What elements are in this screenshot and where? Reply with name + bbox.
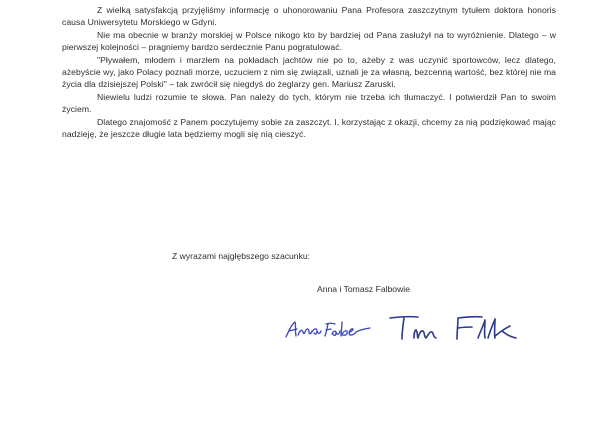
paragraph-gratitude: Dlatego znajomość z Panem poczytujemy sobie za zaszczyt. I, korzystając z okazji, chcemy za nią podziękować mając nadzieję, że jeszcze długie lata będziemy mogli się nią cieszyć. — [62, 117, 556, 139]
signers-name: Anna i Tomasz Falbowie — [317, 284, 410, 294]
signature-tomasz-drawing — [384, 310, 534, 344]
signature-anna-drawing — [282, 310, 374, 344]
paragraph-congratulation: Z wielką satysfakcją przyjęliśmy informację o uhonorowaniu Pana Profesora zaszczytnym tytułem doktora honoris causa Uniwersytetu Morskiego w Gdyni. — [62, 5, 556, 27]
paragraph-merit: Nie ma obecnie w branży morskiej w Polsce nikogo kto by bardziej od Pana zasłużył na to wyróżnienie. Dlatego – w pierwszej kolejności – pragniemy bardzo serdecznie Panu pogratulować. — [62, 30, 556, 52]
paragraph-understanding: Niewielu ludzi rozumie te słowa. Pan należy do tych, którym nie trzeba ich tłumaczyć. I potwierdził Pan to swoim życiem. — [62, 92, 556, 114]
letter-body — [62, 4, 556, 141]
signature-tomasz — [384, 310, 534, 344]
signature-anna — [282, 310, 374, 344]
paragraph-quote: "Pływałem, młodem i marzłem na pokładach jachtów nie po to, ażeby z was uczynić sportowców, lecz dlatego, ażebyście wy, jako Polacy poznali morze, uczuciem z nim się związali, uznali je za własną, bezcenną wartość, bez której nie ma życia dla dzisiejszej Polski" – tak zwrócił się niegdyś do żeglarzy gen. Mariusz Zaruski. — [62, 55, 556, 89]
closing-line: Z wyrazami najgłębszego szacunku: — [172, 251, 311, 261]
